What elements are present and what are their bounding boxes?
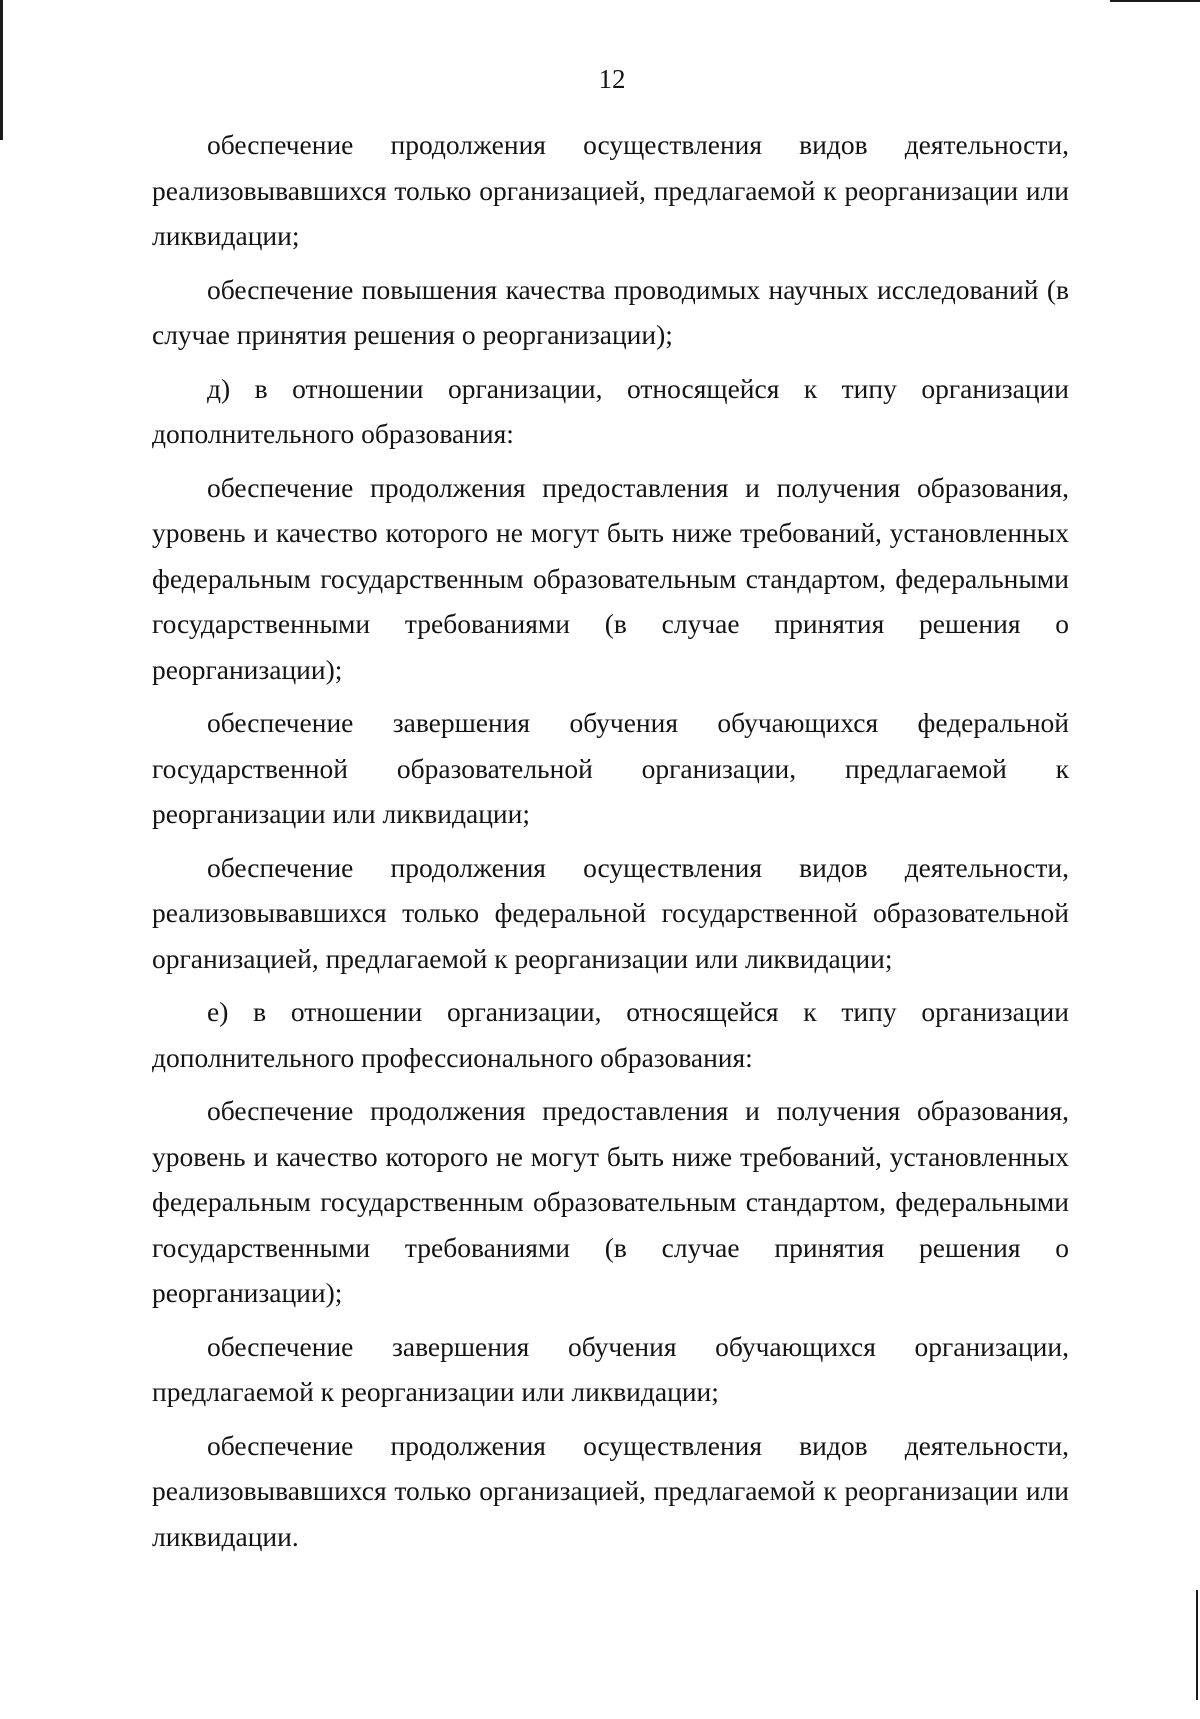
paragraph: обеспечение завершения обучения обучающихся федеральной государственной образовательной организации, предлагаемой к реорганизации или ликвидации; xyxy=(152,707,1069,829)
paragraph: обеспечение продолжения предоставления и получения образования, уровень и качество которого не могут быть ниже требований, установленных федеральным государственным образовательным стандартом, федеральными государственными требованиями (в случае принятия решения о реорганизации); xyxy=(152,1095,1069,1308)
paragraph: обеспечение продолжения осуществления видов деятельности, реализовывавшихся только федеральной государственной образовательной организацией, предлагаемой к реорганизации или ликвидации; xyxy=(152,851,1069,974)
paragraph: е) в отношении организации, относящейся к типу организации дополнительного профессионального образования: xyxy=(152,996,1069,1073)
paragraph: обеспечение продолжения осуществления видов деятельности, реализовывавшихся только организацией, предлагаемой к реорганизации или ликвидации; xyxy=(152,129,1069,251)
document-body xyxy=(152,122,1069,1567)
paragraph: обеспечение продолжения осуществления видов деятельности, реализовывавшихся только организацией, предлагаемой к реорганизации или ликвидации. xyxy=(152,1429,1069,1552)
scan-edge-right xyxy=(1196,1590,1198,1700)
paragraph: обеспечение повышения качества проводимых научных исследований (в случае принятия решения о реорганизации); xyxy=(152,273,1069,350)
paragraph: обеспечение завершения обучения обучающихся организации, предлагаемой к реорганизации или ликвидации; xyxy=(152,1330,1069,1407)
page-number: 12 xyxy=(598,64,626,94)
paragraph: д) в отношении организации, относящейся к типу организации дополнительного образования: xyxy=(152,372,1069,449)
paragraph: обеспечение продолжения предоставления и получения образования, уровень и качество которого не могут быть ниже требований, установленных федеральным государственным образовательным стандартом, федеральными государственными требованиями (в случае принятия решения о реорганизации); xyxy=(152,471,1069,685)
scan-edge-top-right xyxy=(1110,0,1200,2)
